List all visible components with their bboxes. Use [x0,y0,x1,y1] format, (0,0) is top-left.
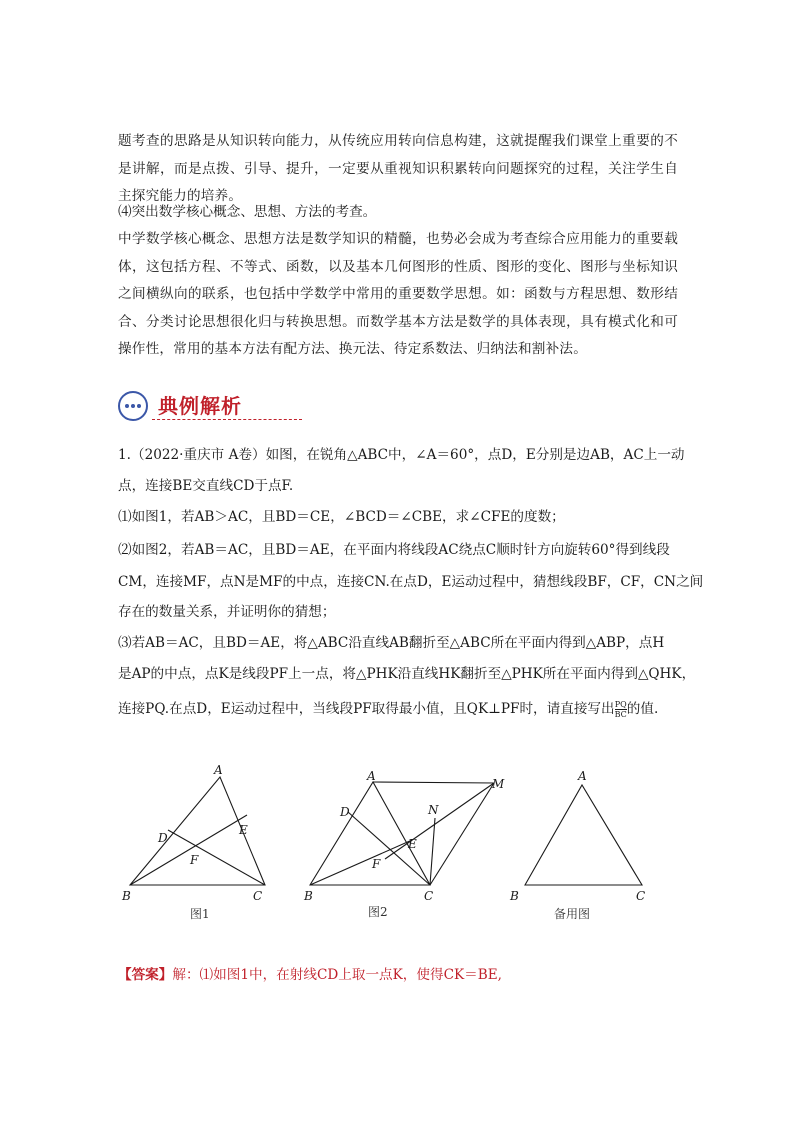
figures-row [110,760,670,935]
fig2-caption: 图2 [368,905,388,919]
intro-heading-4: ⑷突出数学核心概念、思想、方法的考查。 [118,204,377,220]
ellipsis-circle-icon [118,391,148,421]
fig2-segment-cm [430,783,494,885]
problem-part-1: ⑴如图1，若AB＞AC，且BD＝CE，∠BCD＝∠CBE，求∠CFE的度数； [118,509,565,525]
fig3-label-a: A [578,769,587,783]
fig2-label-b: B [304,889,313,903]
fig1-label-b: B [122,889,131,903]
problem-part-3c-text: 连接PQ.在点D，E运动过程中，当线段PF取得最小值，且QK⊥PF时，请直接写出 [118,701,615,717]
geometry-figures [110,760,670,935]
fig1-label-d: D [158,831,168,845]
section-header [118,388,678,428]
fig1-label-e: E [239,823,248,837]
problem-part-3a: ⑶若AB＝AC，且BD＝AE，将△ABC沿直线AB翻折至△ABC所在平面内得到△ABP，点H [118,635,665,651]
figure-2-drawing [310,782,494,885]
problem-part-2c: 存在的数量关系，并证明你的猜想； [118,604,336,620]
fig2-segment-fm [385,783,494,859]
answer-tag: 【答案】 [118,967,173,983]
fig1-caption: 图1 [190,907,210,921]
figure-3-drawing [525,785,642,885]
fig3-label-b: B [510,889,519,903]
problem-part-3c-end: 的值. [626,701,659,717]
intro-paragraph-1: 题考查的思路是从知识转向能力，从传统应用转向信息构建，这就提醒我们课堂上重要的不是讲解，而是点拨、引导、提升，一定要从重视知识积累转向问题探究的过程，关注学生自主探究能力的培养。 [118,133,678,204]
fig3-label-c: C [636,889,646,903]
fig2-segment-cd [348,812,430,885]
fig2-segment-am [373,782,494,783]
fraction-numerator: PQ [614,700,627,709]
problem-part-3b: 是AP的中点，点K是线段PF上一点，将△PHK沿直线HK翻折至△PHK所在平面内得到△QHK， [118,666,696,682]
intro-paragraph-3: 中学数学核心概念、思想方法是数学知识的精髓，也势必会成为考查综合应用能力的重要载体，这包括方程、不等式、函数，以及基本几何图形的性质、图形的变化、图形与坐标知识之间横纵向的联系，也包括中学数学中常用的重要数学思想。如：函数与方程思想、数形结合、分类讨论思想很化归与转换思想。而数学基本方法是数学的具体表现，具有模式化和可操作性，常用的基本方法有配方法、换元法、待定系数法、归纳法和割补法。 [118,231,678,357]
fig1-segment-cd [168,830,265,885]
problem-part-2b: CM，连接MF，点N是MF的中点，连接CN.在点D，E运动过程中，猜想线段BF，CF，CN之间 [118,574,704,590]
fig2-label-n: N [428,803,439,817]
fig2-label-e: E [408,837,417,851]
problem-part-3c [118,696,688,723]
section-underline [152,419,302,420]
fig3-caption: 备用图 [554,907,591,921]
fig3-triangle-abc [525,785,642,885]
problem-part-2a: ⑵如图2，若AB＝AC，且BD＝AE，在平面内将线段AC绕点C顺时针方向旋转60°得到线段 [118,542,670,558]
fig1-label-a: A [214,763,223,777]
fig2-label-a: A [367,769,376,783]
section-title: 典例解析 [158,394,242,418]
fraction-pq-bc [615,700,627,719]
answer-text: 解：⑴如图1中，在射线CD上取一点K，使得CK＝BE, [172,967,502,983]
fig2-label-c: C [424,889,434,903]
fig2-label-f: F [372,857,381,871]
fraction-denominator: BC [614,710,627,719]
problem-line-2: 点，连接BE交直线CD于点F. [118,478,294,494]
fig1-label-c: C [253,889,263,903]
fig2-segment-be [310,840,412,885]
fig2-label-d: D [340,805,350,819]
fig1-label-f: F [190,853,199,867]
answer-line [118,962,502,989]
fig1-segment-be [130,815,247,885]
problem-line-1: 1.（2022·重庆市 A卷）如图，在锐角△ABC中，∠A＝60°，点D，E分别是边AB，AC上一动 [118,447,685,463]
fig2-segment-cn [430,818,435,885]
fig2-label-m: M [492,777,505,791]
